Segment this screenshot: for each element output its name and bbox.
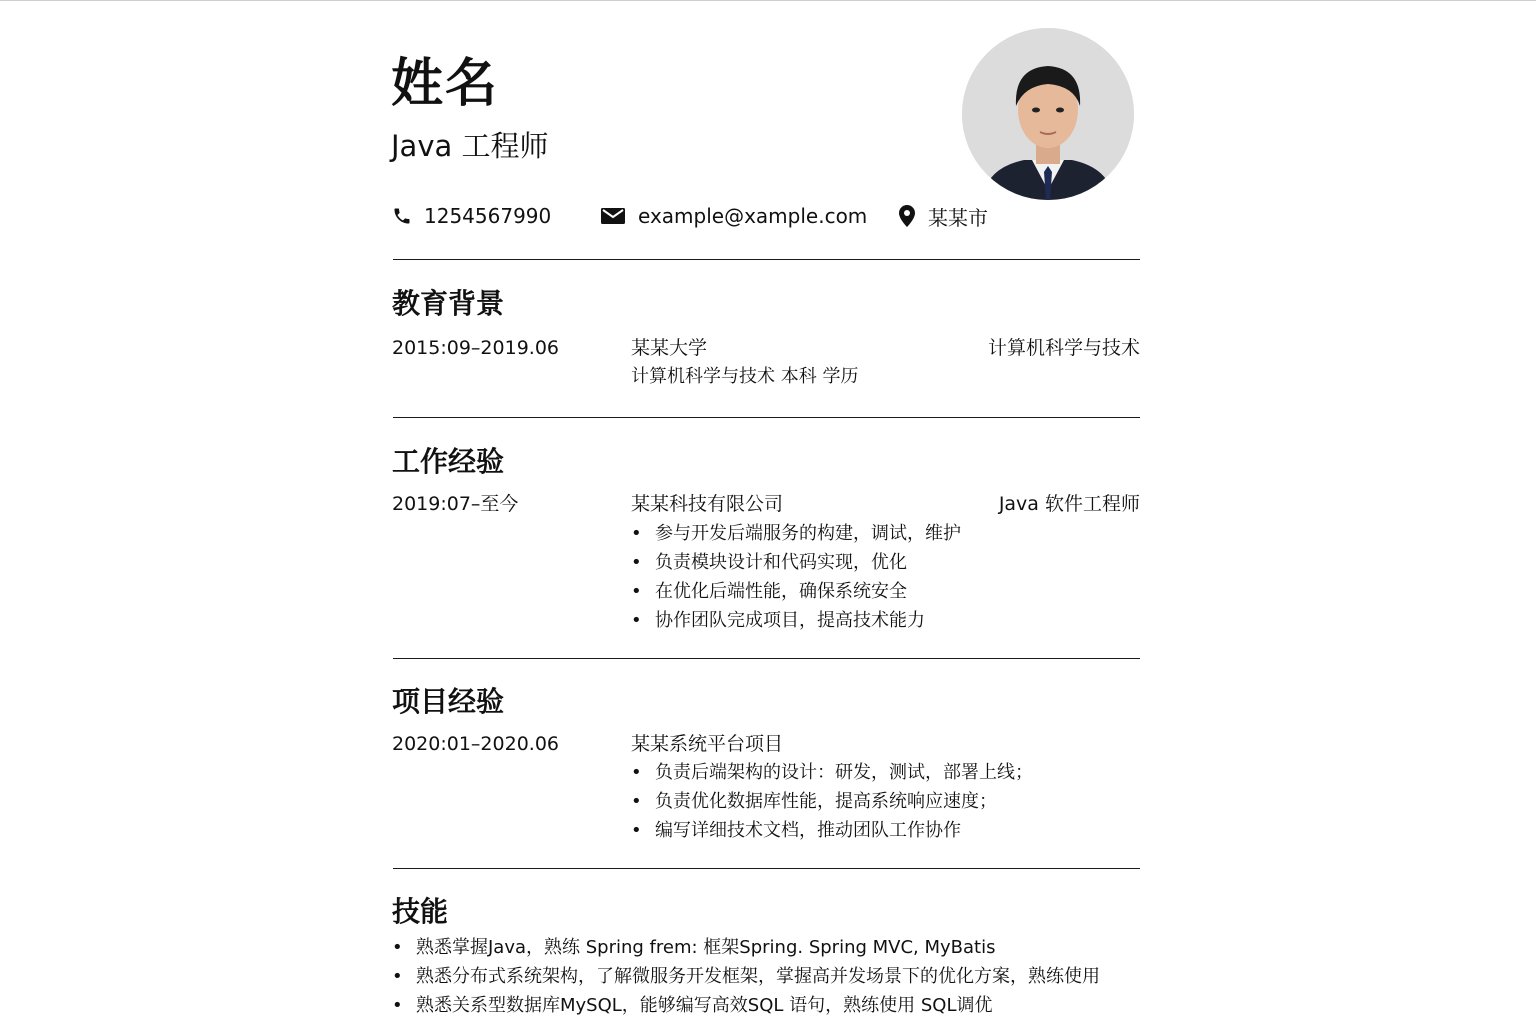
contact-phone bbox=[392, 202, 551, 230]
list-item: • 熟悉分布式系统架构，了解微服务开发框架，掌握高并发场景下的优化方案，熟练使用 bbox=[392, 962, 1100, 991]
contact-location bbox=[898, 202, 988, 230]
project-heading: 项目经验 bbox=[392, 685, 505, 718]
skills-bullets bbox=[392, 933, 1100, 1020]
project-name: 某某系统平台项目 bbox=[631, 733, 784, 755]
skills-heading: 技能 bbox=[392, 895, 449, 928]
list-item: • 参与开发后端服务的构建，调试，维护 bbox=[631, 519, 961, 548]
list-item: • 负责后端架构的设计：研发，测试，部署上线； bbox=[631, 758, 1033, 787]
project-date: 2020:01–2020.06 bbox=[392, 733, 560, 755]
work-heading: 工作经验 bbox=[392, 445, 505, 478]
top-border bbox=[0, 0, 1536, 1]
list-item: • 熟悉掌握Java，熟练 Spring frem: 框架Spring. Spring MVC, MyBatis bbox=[392, 933, 1100, 962]
list-item: • 负责模块设计和代码实现，优化 bbox=[631, 548, 961, 577]
divider bbox=[393, 658, 1140, 659]
profile-photo bbox=[962, 28, 1134, 200]
education-detail: 计算机科学与技术 本科 学历 bbox=[631, 366, 859, 387]
divider bbox=[393, 868, 1140, 869]
phone-number: 1254567990 bbox=[424, 204, 552, 228]
email-address: example@xample.com bbox=[638, 204, 868, 228]
work-bullets bbox=[631, 519, 961, 635]
contact-email bbox=[600, 202, 867, 230]
phone-icon bbox=[392, 205, 412, 227]
location-text: 某某市 bbox=[928, 205, 988, 230]
job-title: Java 工程师 bbox=[391, 129, 549, 163]
education-major: 计算机科学与技术 bbox=[987, 337, 1140, 359]
list-item: • 熟悉关系型数据库MySQL，能够编写高效SQL 语句，熟练使用 SQL调优 bbox=[392, 991, 1100, 1020]
list-item: • 负责优化数据库性能，提高系统响应速度； bbox=[631, 787, 1033, 816]
mail-icon bbox=[600, 206, 626, 226]
work-role: Java 软件工程师 bbox=[998, 493, 1140, 515]
person-name: 姓名 bbox=[391, 54, 500, 114]
avatar-portrait bbox=[962, 28, 1134, 200]
project-bullets bbox=[631, 758, 1033, 845]
list-item: • 在优化后端性能，确保系统安全 bbox=[631, 577, 961, 606]
list-item: • 协作团队完成项目，提高技术能力 bbox=[631, 606, 961, 635]
education-heading: 教育背景 bbox=[392, 287, 505, 320]
company-name: 某某科技有限公司 bbox=[631, 493, 784, 515]
school-name: 某某大学 bbox=[631, 337, 708, 359]
work-date: 2019:07–至今 bbox=[392, 493, 519, 515]
divider bbox=[393, 417, 1140, 418]
list-item: • 编写详细技术文档，推动团队工作协作 bbox=[631, 816, 1033, 845]
location-pin-icon bbox=[898, 204, 916, 228]
divider bbox=[393, 259, 1140, 260]
education-date: 2015:09–2019.06 bbox=[392, 337, 560, 359]
